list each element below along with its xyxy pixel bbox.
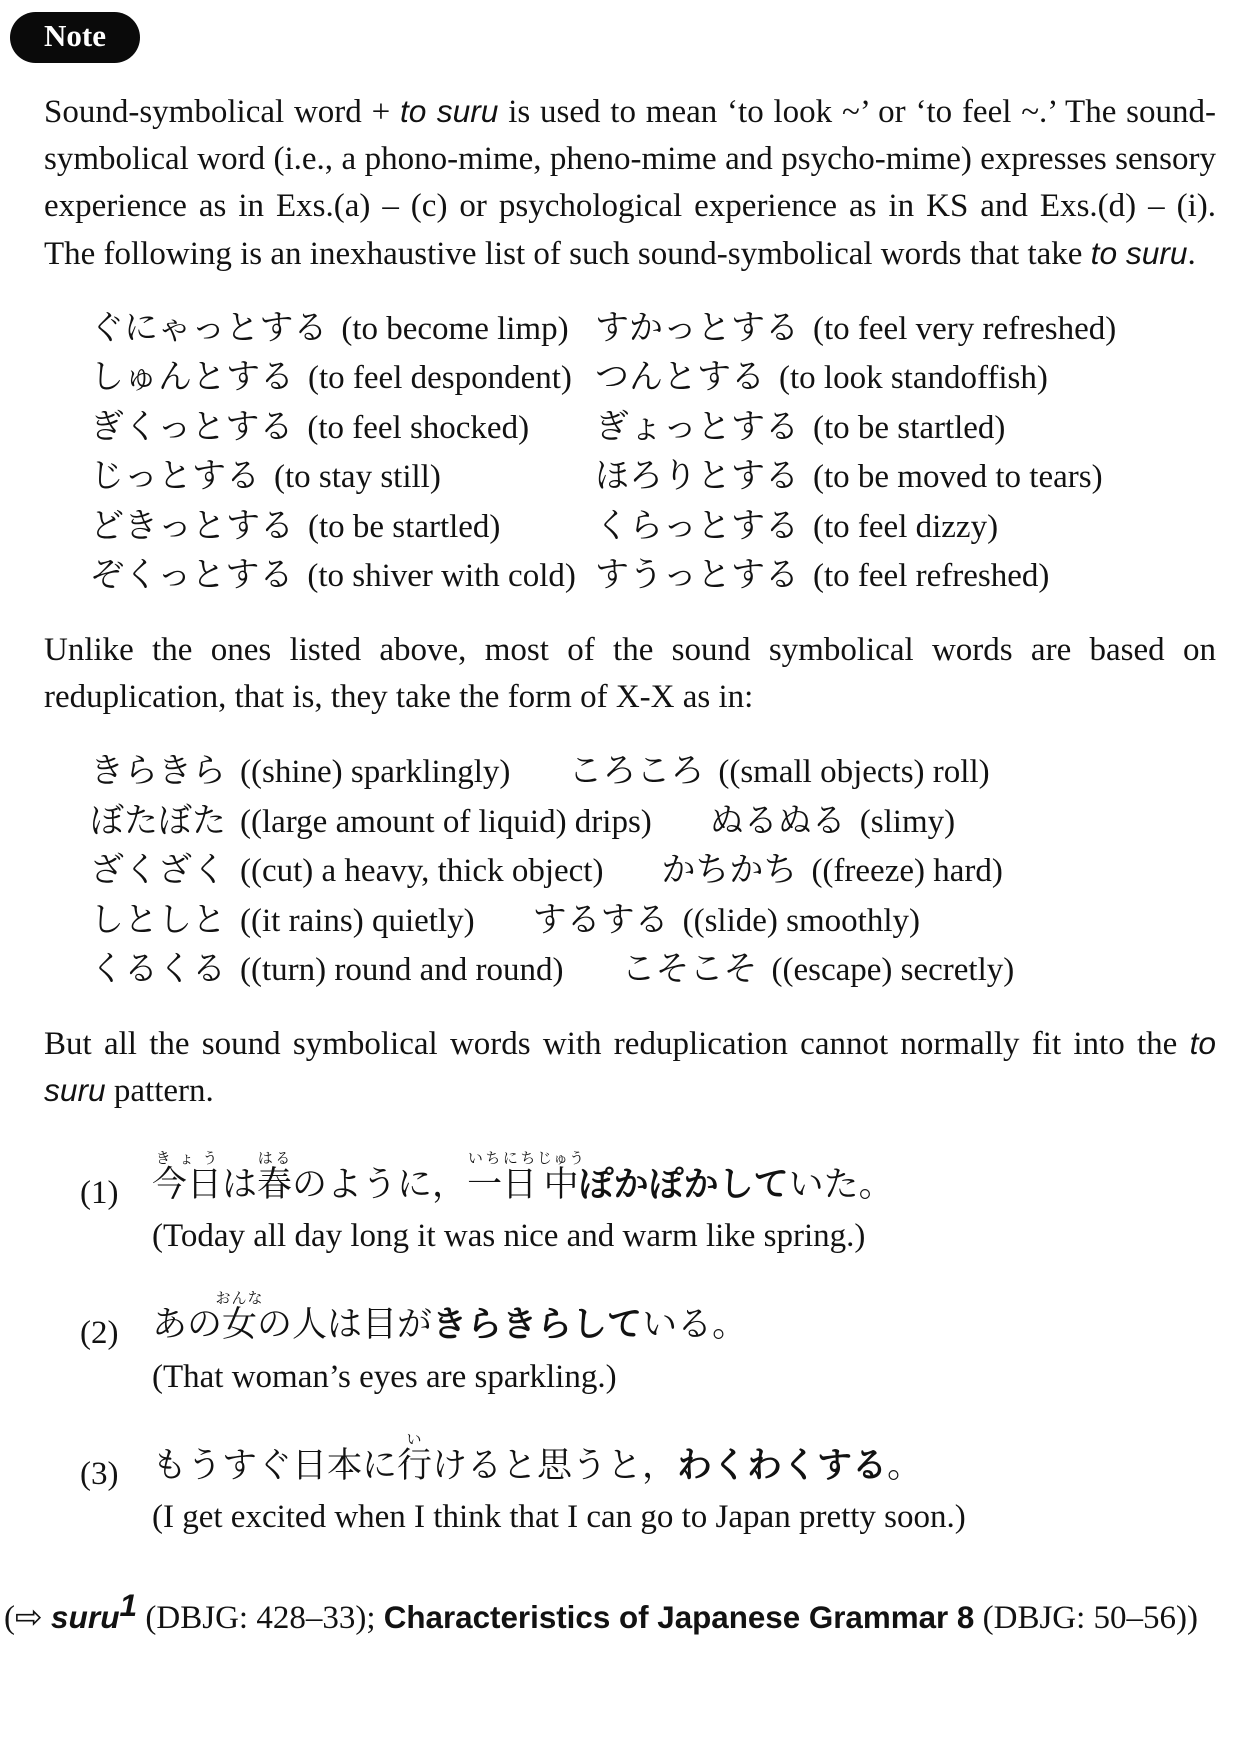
japanese-sentence: もうすぐ日本に行いけると思うと，わくわくする。 [152,1429,923,1486]
japanese-word: じっとする [90,456,260,497]
cross-reference-footer: (⇨ suru1 (DBJG: 428–33); Characteristics of Japanese Grammar 8 (DBJG: 50–56)) [4,1586,1199,1636]
japanese-word: こそこそ [621,949,758,990]
example-sentences [80,1149,1216,1536]
japanese-sentence: あの女おんなの人は目がきらきらしている。 [152,1289,748,1346]
english-gloss: (to feel shocked) [307,409,530,446]
word-list-row [90,797,1216,847]
english-gloss: (to shiver with cold) [307,558,576,595]
english-gloss: (to be moved to tears) [813,459,1103,496]
example-number: (1) [80,1175,119,1212]
example-number: (2) [80,1315,119,1352]
english-gloss: ((it rains) quietly) [240,902,475,939]
english-gloss: ((large amount of liquid) drips) [240,803,652,840]
english-gloss: (to become limp) [341,310,569,347]
restriction-paragraph: But all the sound symbolical words with reduplication cannot normally fit into the to suru pattern. [44,1024,1216,1109]
japanese-word: つんとする [595,357,765,398]
word-list-row [90,403,1216,453]
example-3 [80,1430,1216,1536]
english-gloss: (to feel refreshed) [813,558,1050,595]
japanese-sentence: 今日きょうは春はるのように，一日いちにち中じゅうぽかぽかしていた。 [152,1149,894,1206]
japanese-word: ぼたぼた [90,800,226,841]
japanese-word: くらっとする [595,505,799,546]
japanese-word: するする [532,899,669,940]
english-gloss: (to stay still) [274,459,441,496]
japanese-word: ほろりとする [595,456,799,497]
japanese-word: きらきら [90,751,226,792]
english-translation: (Today all day long it was nice and warm like spring.) [152,1218,866,1255]
english-translation: (That woman’s eyes are sparkling.) [152,1358,617,1395]
japanese-word: しとしと [90,899,226,940]
example-1 [80,1149,1216,1255]
english-gloss: ((escape) secretly) [771,952,1015,989]
japanese-word: ぬるぬる [709,800,846,841]
english-translation: (I get excited when I think that I can go to Japan pretty soon.) [152,1498,966,1535]
japanese-word: ぎくっとする [90,406,294,447]
japanese-word: ざくざく [90,850,226,891]
reduplication-word-list [90,747,1216,995]
english-gloss: ((cut) a heavy, thick object) [240,853,604,890]
japanese-word: ころころ [568,751,705,792]
word-list-row [90,551,1216,601]
japanese-word: しゅんとする [90,357,294,398]
english-gloss: (to feel dizzy) [813,508,999,545]
english-gloss: (to be startled) [308,508,501,545]
english-gloss: (to feel very refreshed) [813,310,1117,347]
english-gloss: ((turn) round and round) [240,952,564,989]
word-list-row [90,747,1216,797]
japanese-word: ぐにゃっとする [90,307,328,348]
word-list-row [90,846,1216,896]
word-list-row [90,353,1216,403]
word-list-row [90,896,1216,946]
japanese-word: すうっとする [595,555,799,596]
japanese-word: どきっとする [90,505,294,546]
english-gloss: (to be startled) [813,409,1006,446]
example-number: (3) [80,1455,119,1492]
english-gloss: ((slide) smoothly) [682,902,920,939]
intro-paragraph: Sound-symbolical word + to suru is used to mean ‘to look ~’ or ‘to feel ~.’ The sound-symbolical word (i.e., a phono-mime, pheno-mime and psycho-mime) expresses sensory experience as in Exs.(a) – (c) or psychological experience as in KS and Exs.(d) – (i). The following is an inexhaustive list of such sound-symbolical words that take to suru. [44,93,1216,272]
english-gloss: ((shine) sparklingly) [240,754,511,791]
word-list-row [90,304,1216,354]
word-list-row [90,452,1216,502]
japanese-word: ぎょっとする [595,406,799,447]
to-suru-word-list [90,304,1216,601]
reduplication-paragraph: Unlike the ones listed above, most of the sound symbolical words are based on reduplication, that is, they take the form of X-X as in: [44,631,1216,716]
english-gloss: (to feel despondent) [308,360,572,397]
word-list-row [90,945,1216,995]
japanese-word: くるくる [90,949,226,990]
english-gloss: ((small objects) roll) [718,754,990,791]
japanese-word: ぞくっとする [90,555,294,596]
note-badge: Note [10,12,140,63]
english-gloss: ((freeze) hard) [811,853,1003,890]
example-2 [80,1289,1216,1395]
english-gloss: (to look standoffish) [779,360,1048,397]
japanese-word: かちかち [661,850,798,891]
english-gloss: (slimy) [859,803,956,840]
japanese-word: すかっとする [595,307,799,348]
word-list-row [90,502,1216,552]
